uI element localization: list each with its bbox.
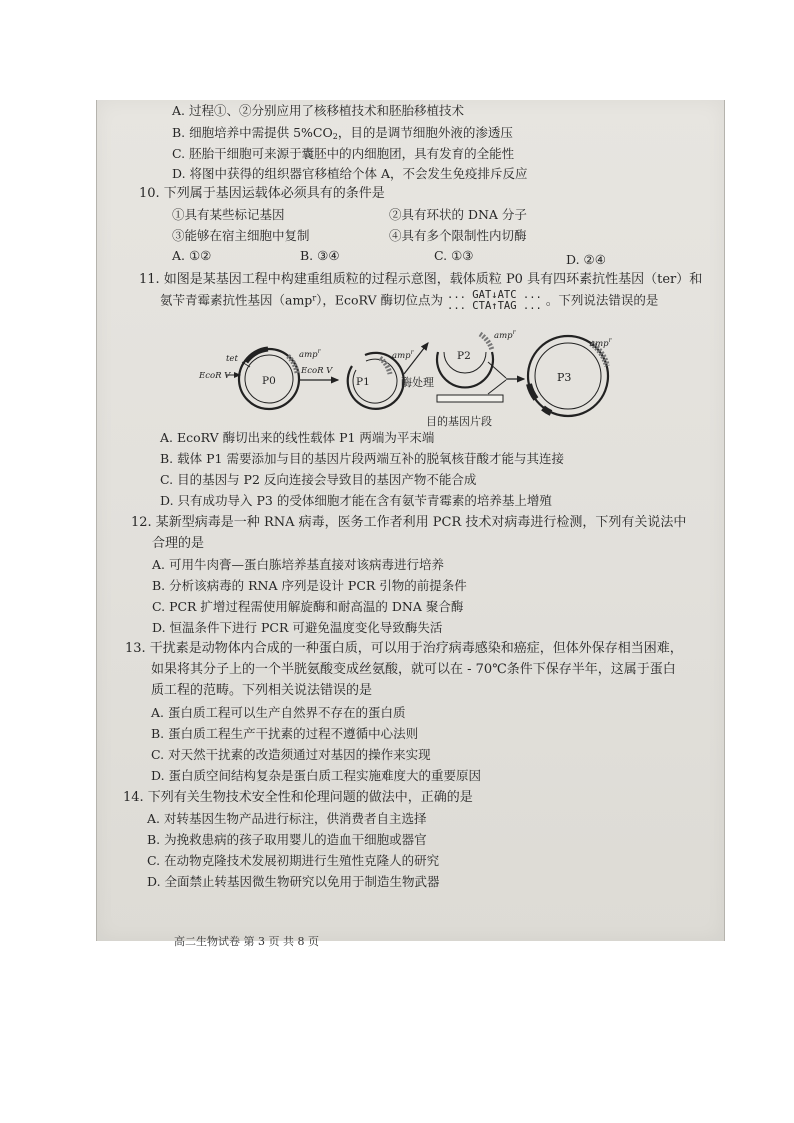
q14-stem: 14. 下列有关生物技术安全性和伦理问题的做法中，正确的是 xyxy=(123,790,473,805)
q11-option-b: B. 载体 P1 需要添加与目的基因片段两端互补的脱氧核苷酸才能与其连接 xyxy=(160,451,564,466)
q12-option-d: D. 恒温条件下进行 PCR 可避免温度变化导致酶失活 xyxy=(152,620,443,635)
q10-stem: 10. 下列属于基因运载体必须具有的条件是 xyxy=(139,186,385,201)
target-gene-fragment xyxy=(437,395,503,402)
label-ecorv-cut: EcoR Ⅴ xyxy=(301,366,333,376)
q13-stem-line1: 13. 干扰素是动物体内合成的一种蛋白质，可以用于治疗病毒感染和癌症，但体外保存相当困难， xyxy=(125,641,683,656)
q12-option-c: C. PCR 扩增过程需使用解旋酶和耐高温的 DNA 聚合酶 xyxy=(152,599,464,614)
q10-option-a: A. ①② xyxy=(172,248,212,263)
q9-option-d: D. 将图中获得的组织器官移植给个体 A，不会发生免疫排斥反应 xyxy=(172,166,528,181)
q10-option-d: D. ②④ xyxy=(566,252,606,267)
ecorv-site-sequence: ... GAT↓ATC ... ... CTA↑TAG ... xyxy=(447,289,542,312)
q10-item-1: ①具有某些标记基因 xyxy=(172,207,285,222)
q12-option-b: B. 分析该病毒的 RNA 序列是设计 PCR 引物的前提条件 xyxy=(152,578,467,593)
q11-option-a: A. EcoRV 酶切出来的线性载体 P1 两端为平末端 xyxy=(160,430,435,445)
q9-option-b: B. 细胞培养中需提供 $5\%CO_2$，目的是调节细胞外液的渗透压 xyxy=(172,125,513,141)
q11-option-c: C. 目的基因与 P2 反向连接会导致目的基因产物不能合成 xyxy=(160,472,477,487)
label-tet: tet xyxy=(226,354,238,364)
q9-option-a: A. 过程①、②分别应用了核移植技术和胚胎移植技术 xyxy=(172,103,464,118)
page-footer: 高二生物试卷 第 3 页 共 8 页 xyxy=(174,935,319,948)
q13-stem-line2: 如果将其分子上的一个半胱氨酸变成丝氨酸，就可以在 - 70℃条件下保存半年，这属于蛋白 xyxy=(151,662,676,677)
q13-option-c: C. 对天然干扰素的改造须通过对基因的操作来实现 xyxy=(151,747,431,762)
label-p0: P0 xyxy=(262,375,276,387)
q10-option-c: C. ①③ xyxy=(434,248,474,263)
q10-option-b: B. ③④ xyxy=(300,248,340,263)
q10-item-4: ④具有多个限制性内切酶 xyxy=(389,228,527,243)
label-p1: P1 xyxy=(356,376,370,388)
q10-item-3: ③能够在宿主细胞中复制 xyxy=(172,228,310,243)
label-amp-p2: amp$^r$ xyxy=(494,329,516,341)
q14-option-c: C. 在动物克隆技术发展初期进行生殖性克隆人的研究 xyxy=(147,853,440,868)
label-amp-p0: amp$^r$ xyxy=(299,348,321,360)
q14-option-b: B. 为挽救患病的孩子取用婴儿的造血干细胞或器官 xyxy=(147,832,427,847)
q12-stem-line2: 合理的是 xyxy=(152,536,205,551)
q13-option-a: A. 蛋白质工程可以生产自然界不存在的蛋白质 xyxy=(151,705,406,720)
label-amp-p3: amp$^r$ xyxy=(590,337,612,349)
label-enzyme-treatment: 酶处理 xyxy=(401,376,434,389)
label-target-gene-fragment: 目的基因片段 xyxy=(426,415,492,428)
q14-option-a: A. 对转基因生物产品进行标注，供消费者自主选择 xyxy=(147,811,427,826)
q12-stem-line1: 12. 某新型病毒是一种 RNA 病毒，医务工作者利用 PCR 技术对病毒进行检测，下列有关说法中 xyxy=(131,515,687,530)
merge-line-bottom xyxy=(488,380,506,394)
label-p3: P3 xyxy=(557,371,572,384)
q11-stem-line2: 氨苄青霉素抗性基因（amp$^r$），EcoRV 酶切位点为 ... GAT↓ATC ... ... CTA↑TAG ... 。下列说法错误的是 xyxy=(160,289,659,312)
label-ecorv-site: EcoR Ⅴ xyxy=(199,371,231,381)
q12-option-a: A. 可用牛肉膏—蛋白胨培养基直接对该病毒进行培养 xyxy=(152,557,444,572)
q9-option-c: C. 胚胎干细胞可来源于囊胚中的内细胞团，具有发育的全能性 xyxy=(172,146,515,161)
q11-option-d: D. 只有成功导入 P3 的受体细胞才能在含有氨苄青霉素的培养基上增殖 xyxy=(160,493,552,508)
label-p2: P2 xyxy=(457,350,471,362)
q13-option-d: D. 蛋白质空间结构复杂是蛋白质工程实施难度大的重要原因 xyxy=(151,768,482,783)
label-amp-p1: amp$^r$ xyxy=(392,349,414,361)
q13-stem-line3: 质工程的范畴。下列相关说法错误的是 xyxy=(151,683,373,698)
q13-option-b: B. 蛋白质工程生产干扰素的过程不遵循中心法则 xyxy=(151,726,419,741)
q10-item-2: ②具有环状的 DNA 分子 xyxy=(389,207,527,222)
q11-stem-line1: 11. 如图是某基因工程中构建重组质粒的过程示意图，载体质粒 P0 具有四环素抗性基因（ter）和 xyxy=(139,272,703,287)
q14-option-d: D. 全面禁止转基因微生物研究以免用于制造生物武器 xyxy=(147,874,440,889)
